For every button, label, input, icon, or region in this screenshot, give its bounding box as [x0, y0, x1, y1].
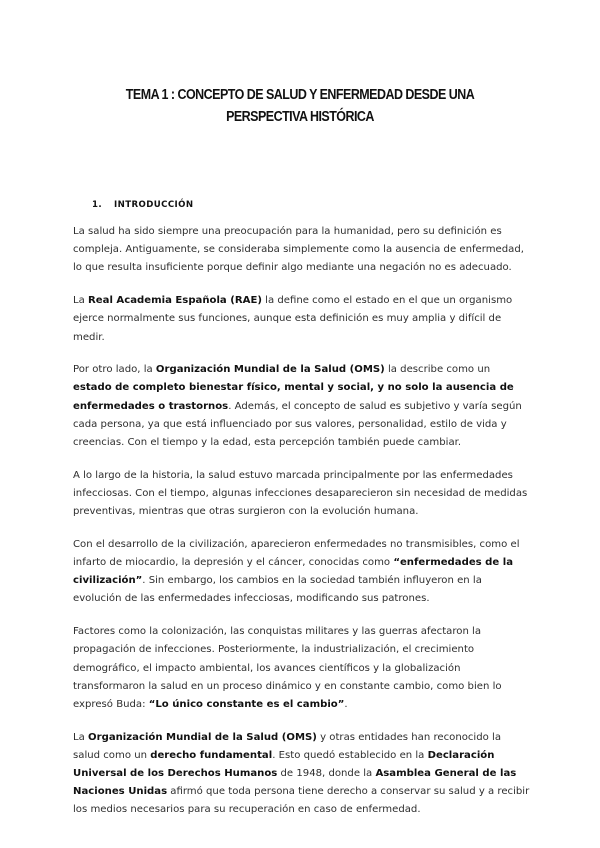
bold-text: Asamblea General de las Naciones Unidas — [73, 768, 517, 798]
text-run: Con el desarrollo de la civilización, aparecieron enfermedades no transmisibles, como el infarto de miocardio, la depresión y el cáncer, conocidas como — [73, 538, 520, 569]
title-line-1: TEMA 1 : CONCEPTO DE SALUD Y ENFERMEDAD DESDE UNA — [125, 87, 475, 103]
document-title — [94, 84, 507, 128]
paragraph — [73, 292, 531, 347]
title-line-2: PERSPECTIVA HISTÓRICA — [226, 109, 374, 125]
bold-text: “Lo único constante es el cambio” — [148, 698, 345, 710]
text-run: . — [344, 698, 348, 710]
bold-text: estado de completo bienestar físico, mental y social, y no solo la ausencia de enfermedades o trastornos — [73, 382, 514, 412]
paragraph — [73, 536, 531, 609]
text-run: La — [73, 731, 89, 743]
bold-text: Declaración Universal de los Derechos Humanos — [73, 749, 495, 780]
text-run: y otras entidades han reconocido la salud como un — [73, 731, 502, 761]
section-heading — [92, 200, 193, 210]
bold-text: Organización Mundial de la Salud (OMS) — [88, 731, 317, 743]
paragraph — [73, 729, 531, 820]
text-run: La salud ha sido siempre una preocupación para la humanidad, pero su definición es compleja. Antiguamente, se consideraba simplemente como la ausencia de enfermedad, lo que resulta insuficiente porque definir algo mediante una negación no es adecuado. — [73, 226, 524, 274]
text-run: Factores como la colonización, las conquistas militares y las guerras afectaron la propagación de infecciones. Posteriormente, la industrialización, el crecimiento demográfico, el impacto ambiental, los avances científicos y la globalización transformaron la salud en un proceso dinámico y en constante cambio, como bien lo expresó Buda: — [73, 626, 502, 710]
body-text — [73, 223, 531, 834]
bold-text: Organización Mundial de la Salud (OMS) — [155, 364, 385, 376]
text-run: . Sin embargo, los cambios en la sociedad también influyeron en la evolución de las enfermedades infecciosas, modificando sus patrones. — [73, 575, 482, 605]
paragraph — [73, 467, 531, 522]
text-run: . Además, el concepto de salud es subjetivo y varía según cada persona, ya que está influenciado por sus valores, personalidad, estilo de vida y creencias. Con el tiempo y la edad, esta percepción también puede cambiar. — [73, 400, 522, 449]
paragraph — [73, 623, 531, 714]
text-run: la describe como un — [384, 364, 491, 376]
text-run: La — [73, 295, 89, 307]
section-title: INTRODUCCIÓN — [114, 200, 194, 210]
text-run: afirmó que toda persona tiene derecho a conservar su salud y a recibir los medios necesarios para su recuperación en caso de enfermedad. — [73, 786, 530, 816]
text-run: . Esto quedó establecido en la — [272, 749, 428, 761]
bold-text: derecho fundamental — [150, 749, 273, 761]
paragraph — [73, 223, 531, 278]
text-run: de 1948, donde la — [277, 768, 376, 780]
bold-text: Real Academia Española (RAE) — [88, 295, 262, 307]
text-run: la define como el estado en el que un organismo ejerce normalmente sus funciones, aunque esta definición es muy amplia y difícil de medir. — [73, 295, 513, 343]
text-run: A lo largo de la historia, la salud estuvo marcada principalmente por las enfermedades infecciosas. Con el tiempo, algunas infecciones desaparecieron sin necesidad de medidas preventivas, mientras que otras surgieron con la evolución humana. — [73, 469, 528, 518]
section-number: 1. — [92, 200, 103, 210]
bold-text: “enfermedades de la civilización” — [73, 557, 514, 587]
paragraph — [73, 361, 531, 452]
text-run: Por otro lado, la — [73, 364, 156, 376]
